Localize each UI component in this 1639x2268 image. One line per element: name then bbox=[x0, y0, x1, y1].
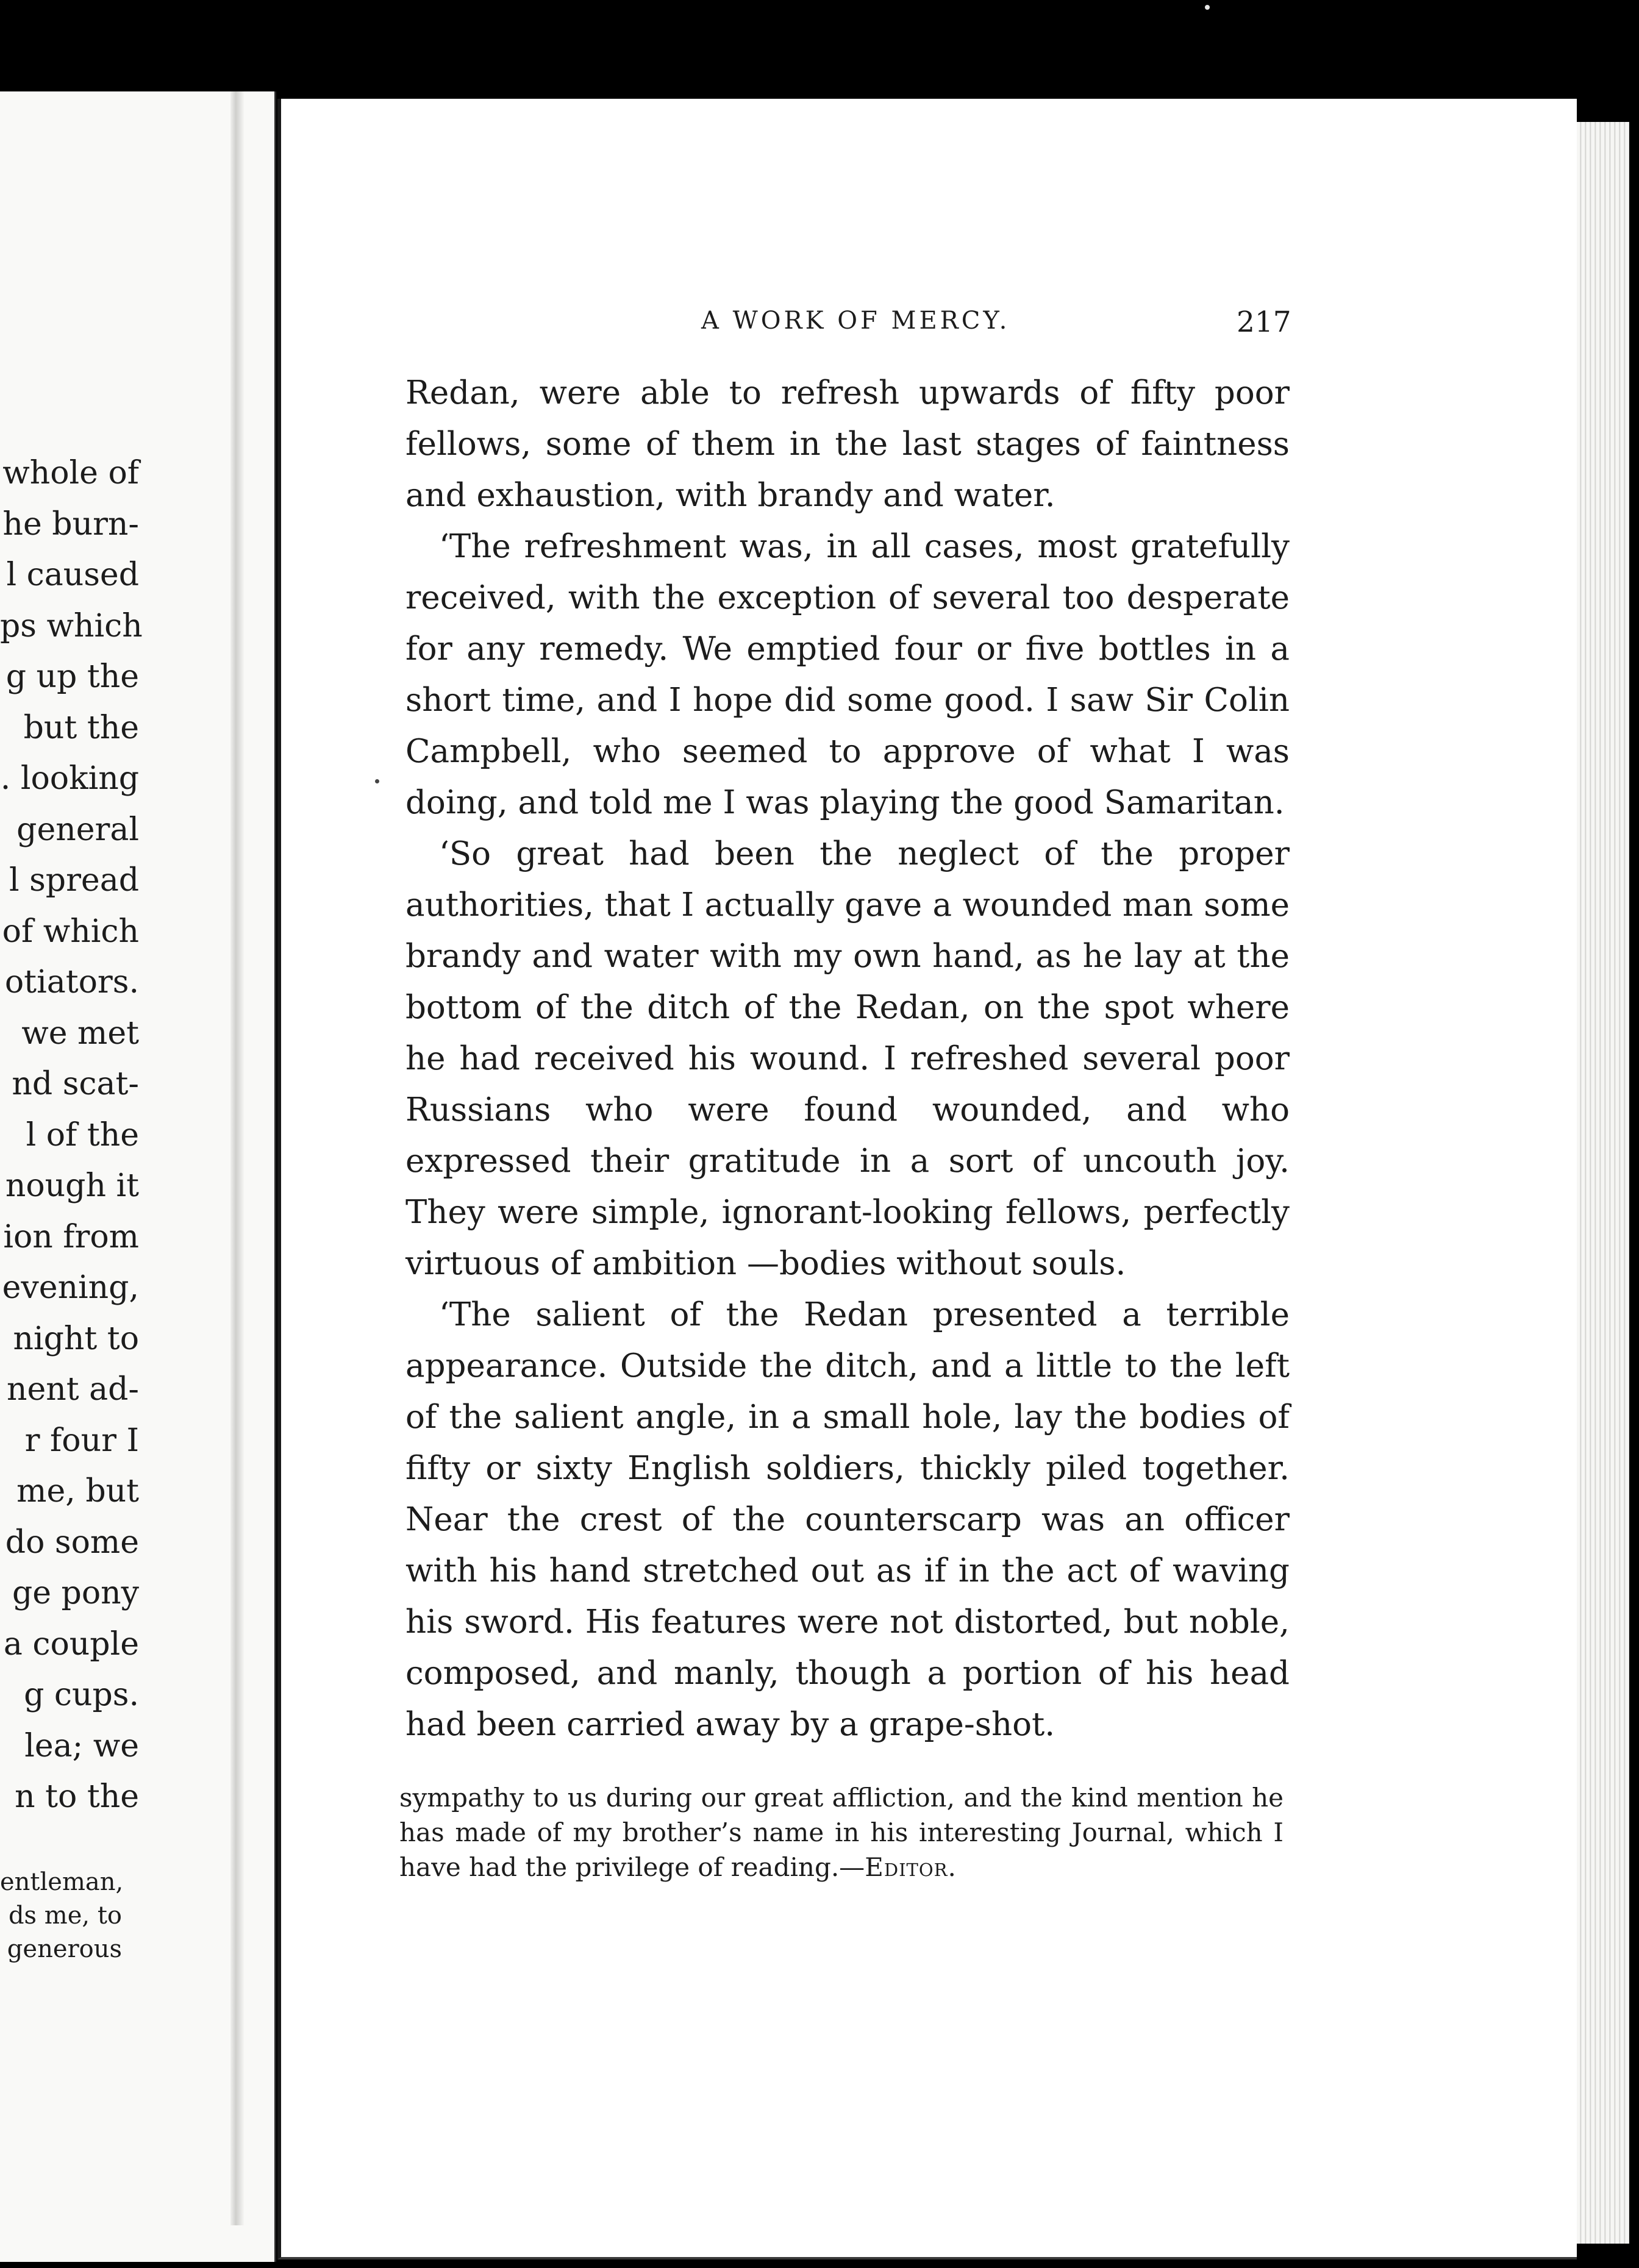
left-page-line: nough it bbox=[5, 1168, 139, 1204]
left-page-line: whole of bbox=[2, 455, 139, 491]
left-page-line: he burn- bbox=[2, 505, 139, 543]
left-page-line: nent ad- bbox=[6, 1371, 139, 1408]
left-footnote-line: ds me, to bbox=[8, 1902, 122, 1930]
left-page-line: ion from bbox=[3, 1218, 139, 1255]
left-page-line: l of the bbox=[26, 1116, 139, 1154]
left-footnote-line: entleman, bbox=[0, 1868, 124, 1896]
left-page-line: a couple bbox=[3, 1625, 139, 1663]
footnote bbox=[399, 1780, 1284, 1885]
left-footnote-line: generous bbox=[7, 1935, 122, 1963]
left-page-line: lea; we bbox=[24, 1727, 139, 1764]
left-page-line: ge pony bbox=[12, 1575, 139, 1611]
left-page-line: evening, bbox=[2, 1269, 139, 1306]
scan-speck bbox=[375, 779, 379, 783]
book-gutter bbox=[230, 91, 244, 2225]
paragraph: Redan, were able to refresh upwards of fifty poor fellows, some of them in the last stages of faintness and exhaustion, with brandy and water. bbox=[405, 374, 1290, 514]
left-page-line: g up the bbox=[5, 658, 139, 695]
left-page-line: g cups. bbox=[24, 1677, 139, 1713]
footnote-text: sympathy to us during our great affliction, and the kind mention he has made of my brother’s name in his interesting Journal, which I have had the privilege of reading.— bbox=[399, 1783, 1284, 1882]
paragraph: ‘So great had been the neglect of the proper authorities, that I actually gave a wounded man some brandy and water with my own hand, as he lay at the bottom of the ditch of the Redan, on the spot where he had received his wound. I refreshed several poor Russians who were found wounded, and who expressed their gratitude in a sort of uncouth joy. They were simple, ignorant-looking fellows, perfectly virtuous of ambition —bodies without souls. bbox=[405, 835, 1290, 1282]
running-head: A WORK OF MERCY. bbox=[701, 307, 1010, 335]
left-page-line: l spread bbox=[9, 862, 139, 899]
left-page-line: but the bbox=[23, 709, 139, 746]
left-page-line: nd scat- bbox=[12, 1066, 139, 1102]
footnote-signature: Editor. bbox=[865, 1852, 957, 1882]
left-page-line: we met bbox=[21, 1015, 139, 1052]
left-page-line: . looking bbox=[0, 760, 139, 797]
left-page-line: do some bbox=[5, 1524, 139, 1561]
left-page-line: n to the bbox=[15, 1778, 139, 1815]
left-page-line: general bbox=[16, 811, 139, 848]
scan-speck bbox=[1205, 5, 1210, 10]
left-page-text bbox=[0, 448, 143, 1823]
left-page-line: of which bbox=[2, 913, 139, 950]
left-page-line: ps which bbox=[0, 607, 143, 644]
left-page-line: r four I bbox=[24, 1422, 139, 1459]
paragraph: ‘The salient of the Redan presented a terrible appearance. Outside the ditch, and a little to the left of the salient angle, in a small hole, lay the bodies of fifty or sixty English soldiers, thickly piled together. Near the crest of the counterscarp was an officer with his hand stretched out as if in the act of waving his sword. His features were not distorted, but noble, composed, and manly, though a portion of his head had been carried away by a grape-shot. bbox=[405, 1296, 1290, 1743]
left-page-footnote bbox=[0, 1866, 122, 1966]
left-page-line: night to bbox=[13, 1320, 139, 1357]
left-page-line: otiators. bbox=[4, 964, 139, 1000]
paragraph: ‘The refreshment was, in all cases, most gratefully received, with the exception of several too desperate for any remedy. We emptied four or five bottles in a short time, and I hope did some good. I saw Sir Colin Campbell, who seemed to approve of what I was doing, and told me I was playing the good Samaritan. bbox=[405, 528, 1290, 821]
left-page-line: l caused bbox=[6, 557, 139, 593]
body-text bbox=[405, 368, 1290, 1750]
page-number: 217 bbox=[1237, 305, 1291, 339]
left-page-line: me, but bbox=[16, 1473, 139, 1510]
